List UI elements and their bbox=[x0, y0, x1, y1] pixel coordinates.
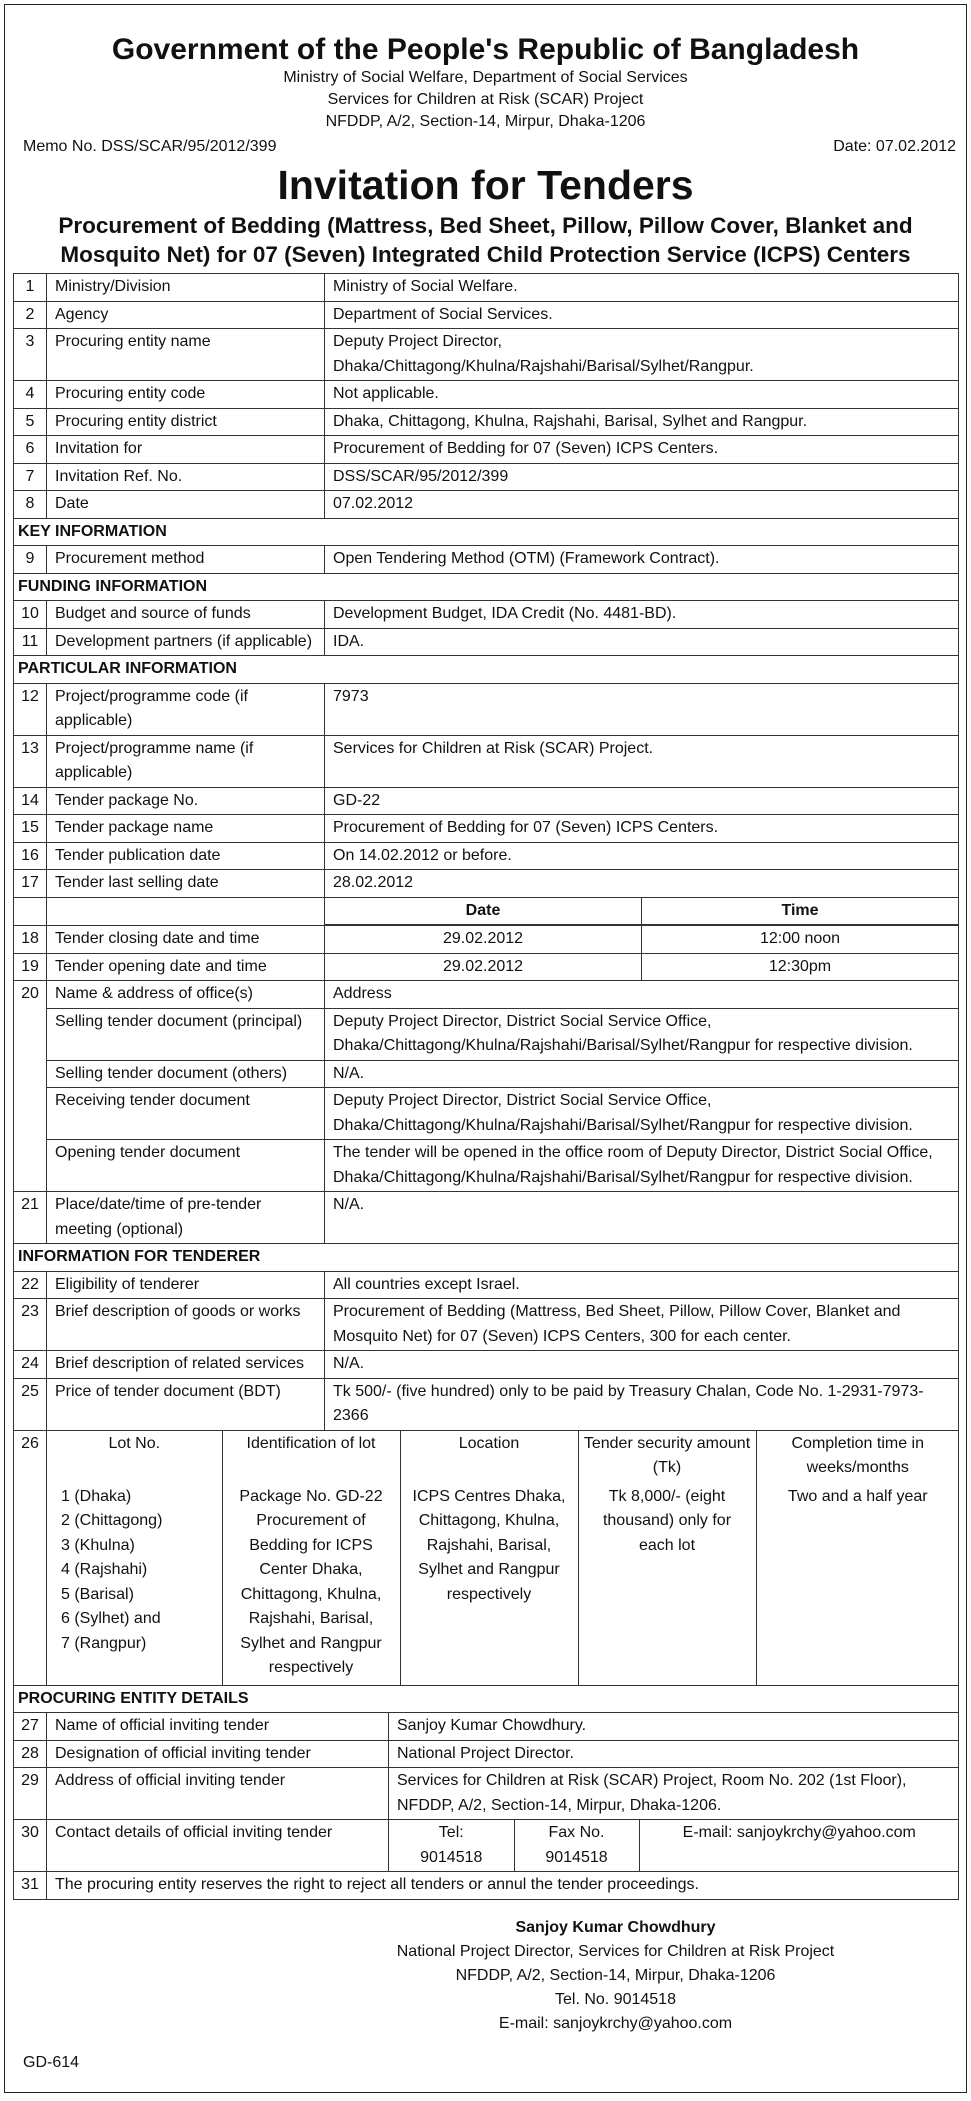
row-label: Opening tender document bbox=[47, 1140, 325, 1192]
row-value: N/A. bbox=[325, 1060, 959, 1088]
table-row bbox=[14, 787, 959, 815]
row-value: Sanjoy Kumar Chowdhury. bbox=[389, 1713, 959, 1741]
lots-table bbox=[47, 1431, 959, 1685]
row-value bbox=[325, 329, 959, 381]
row-value: Open Tendering Method (OTM) (Framework Contract). bbox=[325, 546, 959, 574]
row-label: Name & address of office(s) bbox=[47, 981, 325, 1009]
table-row bbox=[14, 463, 959, 491]
fax-label: Fax No. bbox=[548, 1824, 605, 1841]
table-row bbox=[14, 1008, 959, 1060]
lot-item: 3 (Khulna) bbox=[61, 1536, 135, 1554]
row-number: 2 bbox=[14, 301, 47, 329]
row-number: 6 bbox=[14, 436, 47, 464]
row-number: 16 bbox=[14, 842, 47, 870]
table-row bbox=[14, 274, 959, 302]
notice-header bbox=[5, 5, 966, 133]
table-row bbox=[14, 301, 959, 329]
identification-header: Identification of lot bbox=[222, 1431, 400, 1482]
section-row bbox=[14, 573, 959, 601]
row-number: 23 bbox=[14, 1299, 47, 1351]
blank-cell bbox=[14, 1008, 47, 1060]
lots-cell bbox=[47, 1430, 959, 1685]
row-value: N/A. bbox=[325, 1192, 959, 1244]
lot-no-header: Lot No. bbox=[108, 1434, 161, 1452]
table-row bbox=[14, 1271, 959, 1299]
table-row bbox=[14, 1140, 959, 1192]
section-row bbox=[14, 656, 959, 684]
table-row bbox=[14, 1088, 959, 1140]
row-number: 10 bbox=[14, 601, 47, 629]
row-value: Department of Social Services. bbox=[325, 301, 959, 329]
table-row bbox=[14, 1060, 959, 1088]
row-value: Not applicable. bbox=[325, 381, 959, 409]
row-number: 1 bbox=[14, 274, 47, 302]
row-number: 14 bbox=[14, 787, 47, 815]
tel-label: Tel: bbox=[438, 1824, 464, 1841]
row-number: 15 bbox=[14, 815, 47, 843]
value-line: Dhaka/Chittagong/Khulna/Rajshahi/Barisal/Sylhet/Rangpur. bbox=[333, 357, 754, 375]
section-heading: KEY INFORMATION bbox=[14, 518, 959, 546]
row-value: Services for Children at Risk (SCAR) Project, Room No. 202 (1st Floor), NFDDP, A/2, Section-14, Mirpur, Dhaka-1206. bbox=[389, 1768, 959, 1820]
table-row bbox=[14, 1820, 959, 1872]
row-value: 7973 bbox=[325, 683, 959, 735]
table-row bbox=[14, 1768, 959, 1820]
row-value: IDA. bbox=[325, 628, 959, 656]
row-number: 28 bbox=[14, 1740, 47, 1768]
row-value: Tk 500/- (five hundred) only to be paid by Treasury Chalan, Code No. 1-2931-7973-2366 bbox=[325, 1378, 959, 1430]
table-row bbox=[14, 953, 959, 981]
row-number: 31 bbox=[14, 1872, 47, 1900]
row-number: 20 bbox=[14, 981, 47, 1009]
row-value: Address bbox=[325, 981, 959, 1009]
table-row bbox=[14, 815, 959, 843]
signature-block bbox=[5, 1900, 966, 2036]
government-title: Government of the People's Republic of Bangladesh bbox=[111, 33, 860, 66]
completion-header: Completion time in weeks/months bbox=[756, 1431, 959, 1482]
location-header: Location bbox=[400, 1431, 578, 1482]
row-number: 27 bbox=[14, 1713, 47, 1741]
table-row bbox=[14, 1740, 959, 1768]
lot-completion: Two and a half year bbox=[756, 1482, 959, 1685]
section-row bbox=[14, 1685, 959, 1713]
row-value: The procuring entity reserves the right to reject all tenders or annul the tender proceedings. bbox=[47, 1872, 959, 1900]
row-label: Tender publication date bbox=[47, 842, 325, 870]
row-label: Name of official inviting tender bbox=[47, 1713, 389, 1741]
row-number: 5 bbox=[14, 408, 47, 436]
lot-identification: Package No. GD-22 Procurement of Bedding for ICPS Center Dhaka, Chittagong, Khulna, Rajshahi, Barisal, Sylhet and Rangpur respectively bbox=[222, 1482, 400, 1685]
row-label: Procurement method bbox=[47, 546, 325, 574]
section-heading: PARTICULAR INFORMATION bbox=[14, 656, 959, 684]
table-row bbox=[14, 436, 959, 464]
row-value: Dhaka, Chittagong, Khulna, Rajshahi, Barisal, Sylhet and Rangpur. bbox=[325, 408, 959, 436]
lots-header-row bbox=[47, 1431, 959, 1482]
row-label: Eligibility of tenderer bbox=[47, 1271, 325, 1299]
lot-item: 4 (Rajshahi) bbox=[61, 1561, 148, 1578]
row-number: 12 bbox=[14, 683, 47, 735]
contact-cell bbox=[389, 1820, 959, 1872]
table-row bbox=[14, 601, 959, 629]
lot-location: ICPS Centres Dhaka, Chittagong, Khulna, Rajshahi, Barisal, Sylhet and Rangpur respectively bbox=[400, 1482, 578, 1685]
section-heading: FUNDING INFORMATION bbox=[14, 573, 959, 601]
row-value: Services for Children at Risk (SCAR) Project. bbox=[325, 735, 959, 787]
row-value: 28.02.2012 bbox=[325, 870, 959, 898]
table-row bbox=[14, 628, 959, 656]
row-value: Deputy Project Director, District Social Service Office, Dhaka/Chittagong/Khulna/Rajshahi/Barisal/Sylhet/Rangpur for respective division. bbox=[325, 1088, 959, 1140]
row-number: 26 bbox=[14, 1430, 47, 1685]
row-number: 29 bbox=[14, 1768, 47, 1820]
table-row bbox=[14, 408, 959, 436]
table-row bbox=[14, 842, 959, 870]
row-label: Invitation for bbox=[47, 436, 325, 464]
table-row bbox=[14, 381, 959, 409]
row-number: 8 bbox=[14, 491, 47, 519]
section-row bbox=[14, 518, 959, 546]
table-row bbox=[14, 329, 959, 381]
opening-time: 12:30pm bbox=[642, 954, 959, 981]
row-value: Ministry of Social Welfare. bbox=[325, 274, 959, 302]
value-line: Deputy Project Director, bbox=[333, 333, 502, 350]
row-value: Procurement of Bedding for 07 (Seven) ICPS Centers. bbox=[325, 815, 959, 843]
row-number: 24 bbox=[14, 1351, 47, 1379]
opening-date: 29.02.2012 bbox=[442, 957, 524, 975]
lot-item: 5 (Barisal) bbox=[61, 1585, 134, 1603]
row-label: Date bbox=[47, 491, 325, 519]
blank-cell bbox=[14, 897, 47, 926]
lots-body-row bbox=[47, 1482, 959, 1685]
date-time-table bbox=[325, 898, 958, 926]
table-row bbox=[14, 683, 959, 735]
row-number: 17 bbox=[14, 870, 47, 898]
section-heading: PROCURING ENTITY DETAILS bbox=[14, 1685, 959, 1713]
row-value: National Project Director. bbox=[389, 1740, 959, 1768]
blank-cell bbox=[14, 1060, 47, 1088]
row-label: Place/date/time of pre-tender meeting (optional) bbox=[47, 1192, 325, 1244]
row-label: Procuring entity code bbox=[47, 381, 325, 409]
row-label: Tender package No. bbox=[47, 787, 325, 815]
row-number: 7 bbox=[14, 463, 47, 491]
row-number: 11 bbox=[14, 628, 47, 656]
row-label: Address of official inviting tender bbox=[47, 1768, 389, 1820]
row-value bbox=[325, 926, 959, 954]
row-value: 07.02.2012 bbox=[325, 491, 959, 519]
date-time-cell bbox=[325, 897, 959, 926]
lot-item: 2 (Chittagong) bbox=[61, 1512, 163, 1529]
row-label: Development partners (if applicable) bbox=[47, 628, 325, 656]
row-number: 22 bbox=[14, 1271, 47, 1299]
row-label: Selling tender document (others) bbox=[47, 1060, 325, 1088]
signatory-name: Sanjoy Kumar Chowdhury bbox=[515, 1918, 716, 1936]
lot-item: 7 (Rangpur) bbox=[61, 1634, 147, 1652]
row-label: Project/programme code (if applicable) bbox=[47, 683, 325, 735]
address-line: NFDDP, A/2, Section-14, Mirpur, Dhaka-1206 bbox=[325, 113, 646, 130]
row-value: Development Budget, IDA Credit (No. 4481-BD). bbox=[325, 601, 959, 629]
row-value: The tender will be opened in the office room of Deputy Director, District Social Office, Dhaka/Chittagong/Khulna/Rajshahi/Barisal/Sylhet/Rangpur for respective division. bbox=[325, 1140, 959, 1192]
project-line: Services for Children at Risk (SCAR) Project bbox=[327, 91, 644, 108]
table-row bbox=[14, 491, 959, 519]
row-label: Procuring entity district bbox=[47, 408, 325, 436]
table-row bbox=[14, 1192, 959, 1244]
blank-cell bbox=[14, 1140, 47, 1192]
row-value: DSS/SCAR/95/2012/399 bbox=[325, 463, 959, 491]
table-row bbox=[14, 546, 959, 574]
row-label: Tender package name bbox=[47, 815, 325, 843]
row-label: Tender closing date and time bbox=[47, 926, 325, 954]
blank-cell bbox=[47, 897, 325, 926]
table-row bbox=[14, 870, 959, 898]
time-header: Time bbox=[642, 898, 959, 925]
row-label: Selling tender document (principal) bbox=[47, 1008, 325, 1060]
row-label: Agency bbox=[47, 301, 325, 329]
row-value: GD-22 bbox=[325, 787, 959, 815]
fax-cell bbox=[514, 1820, 639, 1871]
row-number: 30 bbox=[14, 1820, 47, 1872]
notice-date: Date: 07.02.2012 bbox=[833, 138, 956, 155]
row-number: 9 bbox=[14, 546, 47, 574]
table-row bbox=[14, 1351, 959, 1379]
signatory-address: NFDDP, A/2, Section-14, Mirpur, Dhaka-1206 bbox=[455, 1966, 776, 1984]
signatory-tel: Tel. No. 9014518 bbox=[555, 1990, 676, 2008]
memo-number: Memo No. DSS/SCAR/95/2012/399 bbox=[23, 138, 277, 155]
tel-number: 9014518 bbox=[420, 1848, 483, 1866]
tel-cell bbox=[389, 1820, 514, 1871]
lot-security: Tk 8,000/- (eight thousand) only for each lot bbox=[578, 1482, 756, 1685]
row-label: Budget and source of funds bbox=[47, 601, 325, 629]
tender-details-table bbox=[13, 273, 959, 1900]
contact-table bbox=[389, 1820, 959, 1871]
row-number: 25 bbox=[14, 1378, 47, 1430]
invitation-title: Invitation for Tenders bbox=[277, 162, 694, 208]
procurement-title: Procurement of Bedding (Mattress, Bed Sheet, Pillow, Pillow Cover, Blanket and Mosquito Net) for 07 (Seven) Integrated Child Protection Service (ICPS) Centers bbox=[58, 213, 913, 267]
row-value: All countries except Israel. bbox=[325, 1271, 959, 1299]
row-label: Procuring entity name bbox=[47, 329, 325, 381]
lot-list bbox=[47, 1482, 222, 1685]
closing-time: 12:00 noon bbox=[642, 926, 959, 953]
date-header: Date bbox=[325, 898, 642, 925]
document-code: GD-614 bbox=[23, 2054, 80, 2071]
blank-cell bbox=[14, 1088, 47, 1140]
row-value: N/A. bbox=[325, 1351, 959, 1379]
row-label: Receiving tender document bbox=[47, 1088, 325, 1140]
row-label: Brief description of related services bbox=[47, 1351, 325, 1379]
row-label: Price of tender document (BDT) bbox=[47, 1378, 325, 1430]
row-value: Procurement of Bedding for 07 (Seven) ICPS Centers. bbox=[325, 436, 959, 464]
row-value: Procurement of Bedding (Mattress, Bed Sheet, Pillow, Pillow Cover, Blanket and Mosquito Net) for 07 (Seven) ICPS Centers, 300 for each center. bbox=[325, 1299, 959, 1351]
row-label: Contact details of official inviting tender bbox=[47, 1820, 389, 1872]
fax-number: 9014518 bbox=[545, 1848, 608, 1866]
table-row bbox=[14, 1299, 959, 1351]
row-label: Brief description of goods or works bbox=[47, 1299, 325, 1351]
row-label: Tender opening date and time bbox=[47, 953, 325, 981]
row-value: Deputy Project Director, District Social Service Office, Dhaka/Chittagong/Khulna/Rajshahi/Barisal/Sylhet/Rangpur for respective division. bbox=[325, 1008, 959, 1060]
row-value bbox=[325, 953, 959, 981]
lots-row bbox=[14, 1430, 959, 1685]
ministry-line: Ministry of Social Welfare, Department of Social Services bbox=[283, 69, 688, 86]
row-number: 19 bbox=[14, 953, 47, 981]
lot-item: 1 (Dhaka) bbox=[61, 1487, 132, 1505]
table-row bbox=[14, 1378, 959, 1430]
lot-item: 6 (Sylhet) and bbox=[61, 1610, 161, 1627]
tender-notice bbox=[4, 4, 967, 2093]
table-row bbox=[14, 1872, 959, 1900]
row-number: 21 bbox=[14, 1192, 47, 1244]
row-number: 18 bbox=[14, 926, 47, 954]
security-header: Tender security amount (Tk) bbox=[578, 1431, 756, 1482]
table-row bbox=[14, 926, 959, 954]
date-time-block bbox=[14, 897, 959, 926]
row-label: Ministry/Division bbox=[47, 274, 325, 302]
table-row bbox=[14, 981, 959, 1009]
email-cell: E-mail: sanjoykrchy@yahoo.com bbox=[639, 1820, 959, 1871]
memo-date-row bbox=[5, 133, 966, 157]
section-row bbox=[14, 1244, 959, 1272]
signatory-designation: National Project Director, Services for Children at Risk Project bbox=[396, 1942, 835, 1960]
table-row bbox=[14, 735, 959, 787]
row-label: Invitation Ref. No. bbox=[47, 463, 325, 491]
row-value: On 14.02.2012 or before. bbox=[325, 842, 959, 870]
row-number: 4 bbox=[14, 381, 47, 409]
row-label: Project/programme name (if applicable) bbox=[47, 735, 325, 787]
closing-date: 29.02.2012 bbox=[442, 930, 524, 947]
table-row bbox=[14, 1713, 959, 1741]
row-label: Designation of official inviting tender bbox=[47, 1740, 389, 1768]
row-number: 13 bbox=[14, 735, 47, 787]
row-label: Tender last selling date bbox=[47, 870, 325, 898]
row-number: 3 bbox=[14, 329, 47, 381]
signatory-email: E-mail: sanjoykrchy@yahoo.com bbox=[498, 2014, 733, 2032]
section-heading: INFORMATION FOR TENDERER bbox=[14, 1244, 959, 1272]
